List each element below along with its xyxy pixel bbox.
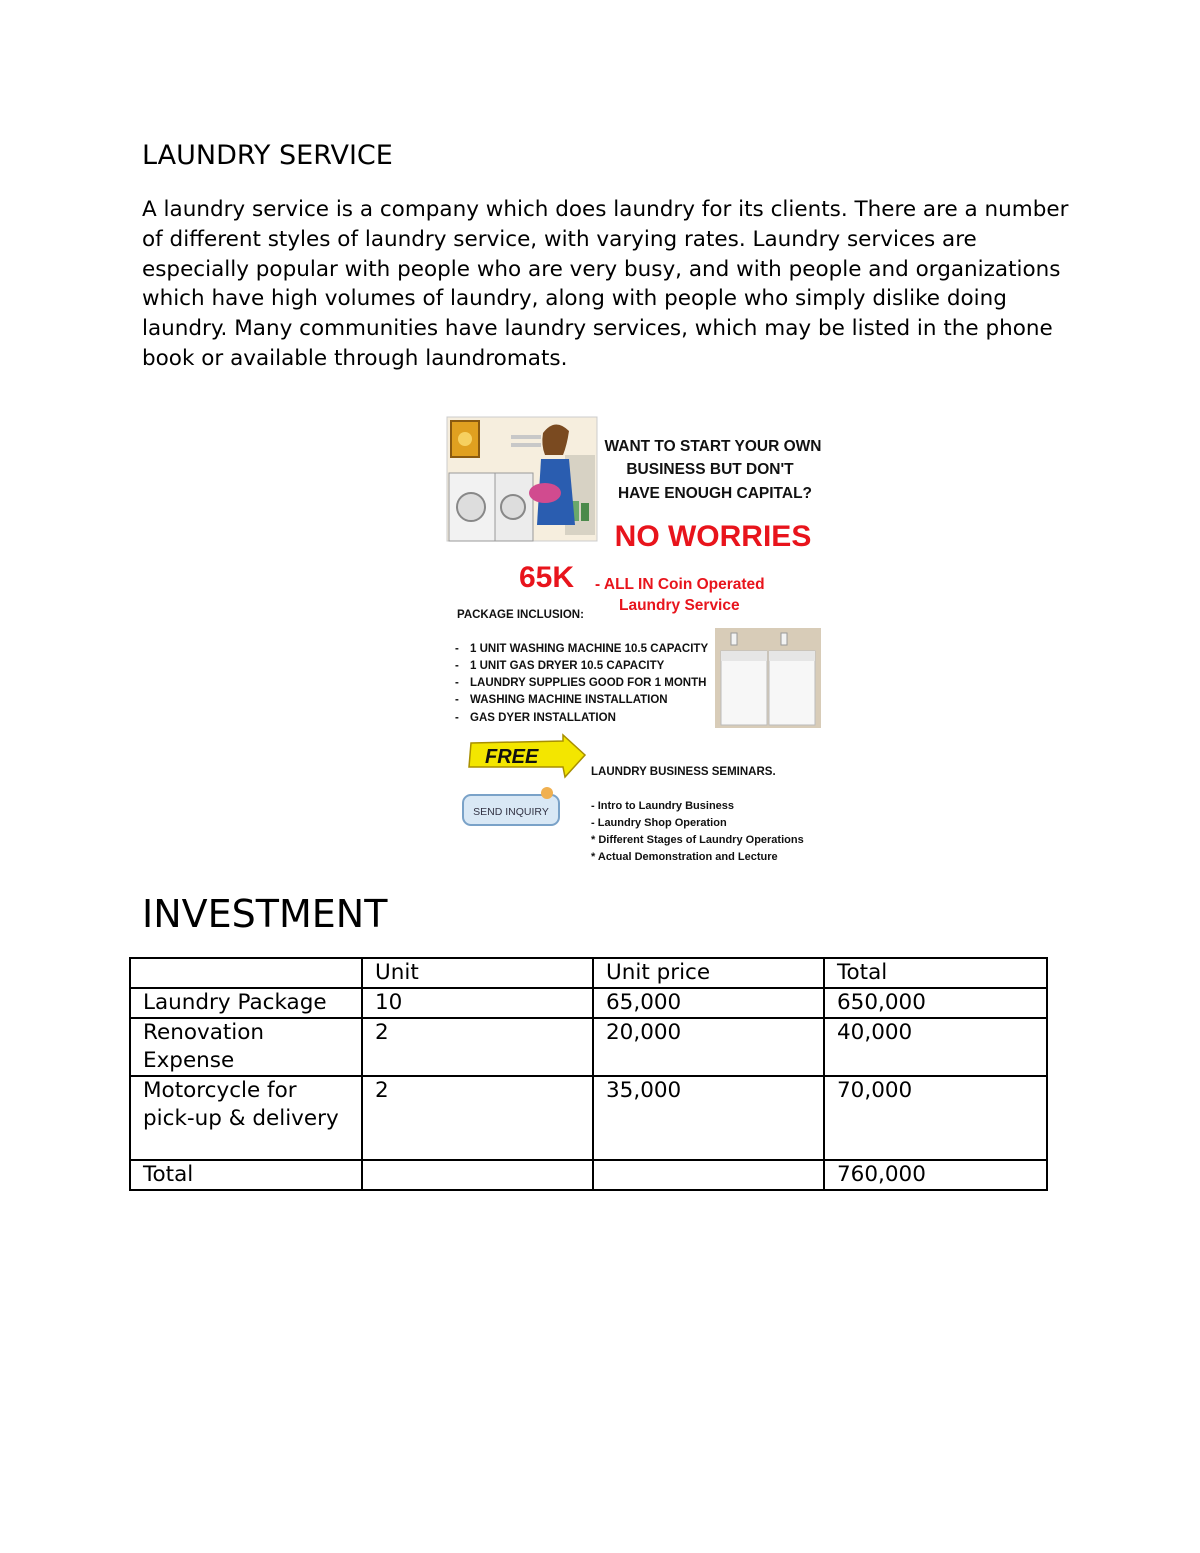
send-inquiry-label: SEND INQUIRY (473, 806, 549, 818)
headline-line-2: BUSINESS BUT DON'T (626, 461, 794, 478)
svg-text:-: - (455, 712, 459, 724)
table-cell: Motorcycle for pick-up & delivery (130, 1076, 362, 1160)
table-row (130, 1018, 1047, 1076)
laundry-woman-illustration (447, 417, 597, 541)
table-cell: Unit (362, 958, 593, 988)
person-icon (541, 787, 553, 799)
table-cell (593, 1160, 824, 1190)
investment-table (129, 957, 1048, 1191)
table-total-row (130, 1160, 1047, 1190)
table-cell: 650,000 (824, 988, 1047, 1018)
svg-text:-: - (455, 660, 459, 672)
table-cell: 760,000 (824, 1160, 1047, 1190)
send-inquiry-button[interactable] (463, 787, 559, 825)
offer-line-2: Laundry Service (619, 597, 740, 614)
headline-line-3: HAVE ENOUGH CAPITAL? (617, 485, 813, 502)
offer-line-1: - ALL IN Coin Operated (595, 576, 765, 593)
table-header-row (130, 958, 1047, 988)
table-cell: Total (824, 958, 1047, 988)
document-title: LAUNDRY SERVICE (142, 140, 393, 171)
package-item: LAUNDRY SUPPLIES GOOD FOR 1 MONTH (470, 677, 707, 689)
table-cell: Unit price (593, 958, 824, 988)
table-row (130, 988, 1047, 1018)
seminar-item: - Laundry Shop Operation (591, 817, 727, 829)
seminar-item: - Intro to Laundry Business (591, 800, 735, 812)
table-cell: 70,000 (824, 1076, 1047, 1160)
table-cell (130, 958, 362, 988)
advertisement-flyer (445, 415, 835, 870)
svg-text:-: - (455, 677, 459, 689)
flyer-headline (605, 438, 822, 502)
table-cell: Total (130, 1160, 362, 1190)
free-arrow-badge (469, 735, 585, 777)
table-cell: 35,000 (593, 1076, 824, 1160)
table-row (130, 1076, 1047, 1160)
package-item: GAS DYER INSTALLATION (470, 712, 616, 724)
svg-text:-: - (455, 694, 459, 706)
package-title: PACKAGE INCLUSION: (457, 609, 584, 621)
package-item: WASHING MACHINE INSTALLATION (470, 694, 668, 706)
free-label: FREE (485, 746, 539, 768)
table-cell: 2 (362, 1076, 593, 1160)
seminar-list (591, 800, 804, 863)
flyer-graphic (445, 415, 835, 870)
investment-heading: INVESTMENT (142, 892, 388, 936)
seminar-item: * Actual Demonstration and Lecture (591, 851, 778, 863)
seminar-title: LAUNDRY BUSINESS SEMINARS. (591, 766, 776, 778)
package-list (455, 643, 708, 724)
washer-dryer-photo (715, 628, 821, 728)
table-cell: 40,000 (824, 1018, 1047, 1076)
headline-line-1: WANT TO START YOUR OWN (604, 438, 822, 455)
package-item: 1 UNIT GAS DRYER 10.5 CAPACITY (470, 660, 665, 672)
seminar-item: * Different Stages of Laundry Operations (591, 834, 804, 846)
table-cell: 20,000 (593, 1018, 824, 1076)
table-cell: Laundry Package (130, 988, 362, 1018)
price-text: 65K (519, 561, 575, 594)
intro-paragraph: A laundry service is a company which does laundry for its clients. There are a number of different styles of laundry service, with varying rates. Laundry services are especially popular with people who are very busy, and with people and organizations which have high volumes of laundry, along with people who simply dislike doing laundry. Many communities have laundry services, which may be listed in the phone book or available through laundromats. (142, 197, 1069, 371)
table-cell: 2 (362, 1018, 593, 1076)
table-cell: Renovation Expense (130, 1018, 362, 1076)
package-item: 1 UNIT WASHING MACHINE 10.5 CAPACITY (470, 643, 709, 655)
no-worries-text: NO WORRIES (614, 520, 812, 553)
svg-text:-: - (455, 643, 459, 655)
table-cell (362, 1160, 593, 1190)
table-cell: 10 (362, 988, 593, 1018)
table-cell: 65,000 (593, 988, 824, 1018)
